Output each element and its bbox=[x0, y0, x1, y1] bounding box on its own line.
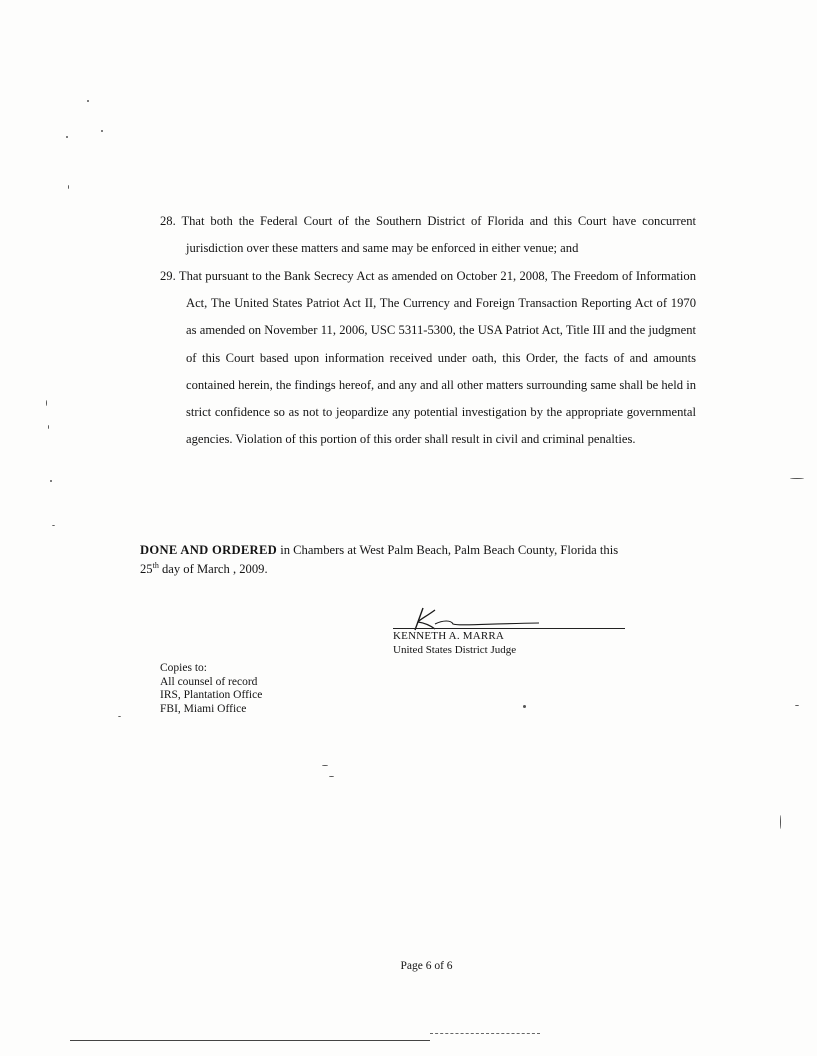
copy-recipient: FBI, Miami Office bbox=[160, 702, 247, 715]
copies-list bbox=[160, 662, 262, 716]
paragraph-text: That both the Federal Court of the Southern District of Florida and this Court have concurrent jurisdiction over these matters and same may be enforced in either venue; and bbox=[181, 214, 696, 256]
scan-speck bbox=[795, 705, 799, 706]
page-number: Page 6 of 6 bbox=[400, 960, 453, 972]
scan-speck bbox=[329, 776, 334, 777]
scan-speck bbox=[52, 525, 55, 526]
page-footer bbox=[0, 960, 817, 972]
paragraph-text: That pursuant to the Bank Secrecy Act as amended on October 21, 2008, The Freedom of Information Act, The United States Patriot Act II, The Currency and Foreign Transaction Reporting Act of 1970 as amended on November 11, 2006, USC 5311-5300, the USA Patriot Act, Title III and the judgment of this Court based upon information received under oath, this Order, the facts of and amounts contained herein, the findings hereof, and any and all other matters surrounding same shall be held in strict confidence so as not to jeopardize any potential investigation by the appropriate governmental agencies. Violation of this portion of this order shall result in civil and criminal penalties. bbox=[178, 269, 696, 447]
paragraph-number: 29. bbox=[160, 269, 176, 283]
order-day: 25 bbox=[140, 562, 153, 576]
order-day-suffix: th bbox=[152, 560, 159, 570]
done-and-ordered-text: in Chambers at West Palm Beach, Palm Beach County, Florida this bbox=[277, 543, 619, 557]
scan-speck bbox=[780, 815, 781, 829]
copy-recipient: All counsel of record bbox=[160, 675, 258, 688]
judge-title: United States District Judge bbox=[393, 644, 517, 656]
copy-recipient: IRS, Plantation Office bbox=[160, 689, 263, 701]
copies-heading: Copies to: bbox=[160, 662, 207, 674]
scan-speck bbox=[68, 185, 69, 189]
paragraph-29 bbox=[160, 263, 696, 453]
scan-speck bbox=[48, 425, 49, 429]
scan-speck bbox=[322, 765, 328, 766]
scan-speck bbox=[790, 478, 804, 479]
order-date-rest: day of March , 2009. bbox=[158, 562, 268, 576]
scan-speck bbox=[523, 705, 526, 708]
signature-line bbox=[393, 628, 625, 629]
bottom-dashed-rule bbox=[430, 1033, 540, 1034]
paragraph-number: 28. bbox=[160, 214, 176, 228]
scan-speck bbox=[101, 130, 103, 132]
bottom-rule bbox=[70, 1040, 430, 1041]
scan-speck bbox=[87, 100, 89, 102]
done-and-ordered-lead: DONE AND ORDERED bbox=[140, 543, 278, 557]
scan-speck bbox=[66, 136, 68, 138]
order-date bbox=[140, 556, 540, 583]
scan-speck bbox=[118, 716, 121, 717]
paragraph-28 bbox=[160, 208, 696, 262]
scan-speck bbox=[50, 480, 52, 482]
judge-name: KENNETH A. MARRA bbox=[393, 630, 505, 642]
scan-speck bbox=[46, 400, 47, 406]
